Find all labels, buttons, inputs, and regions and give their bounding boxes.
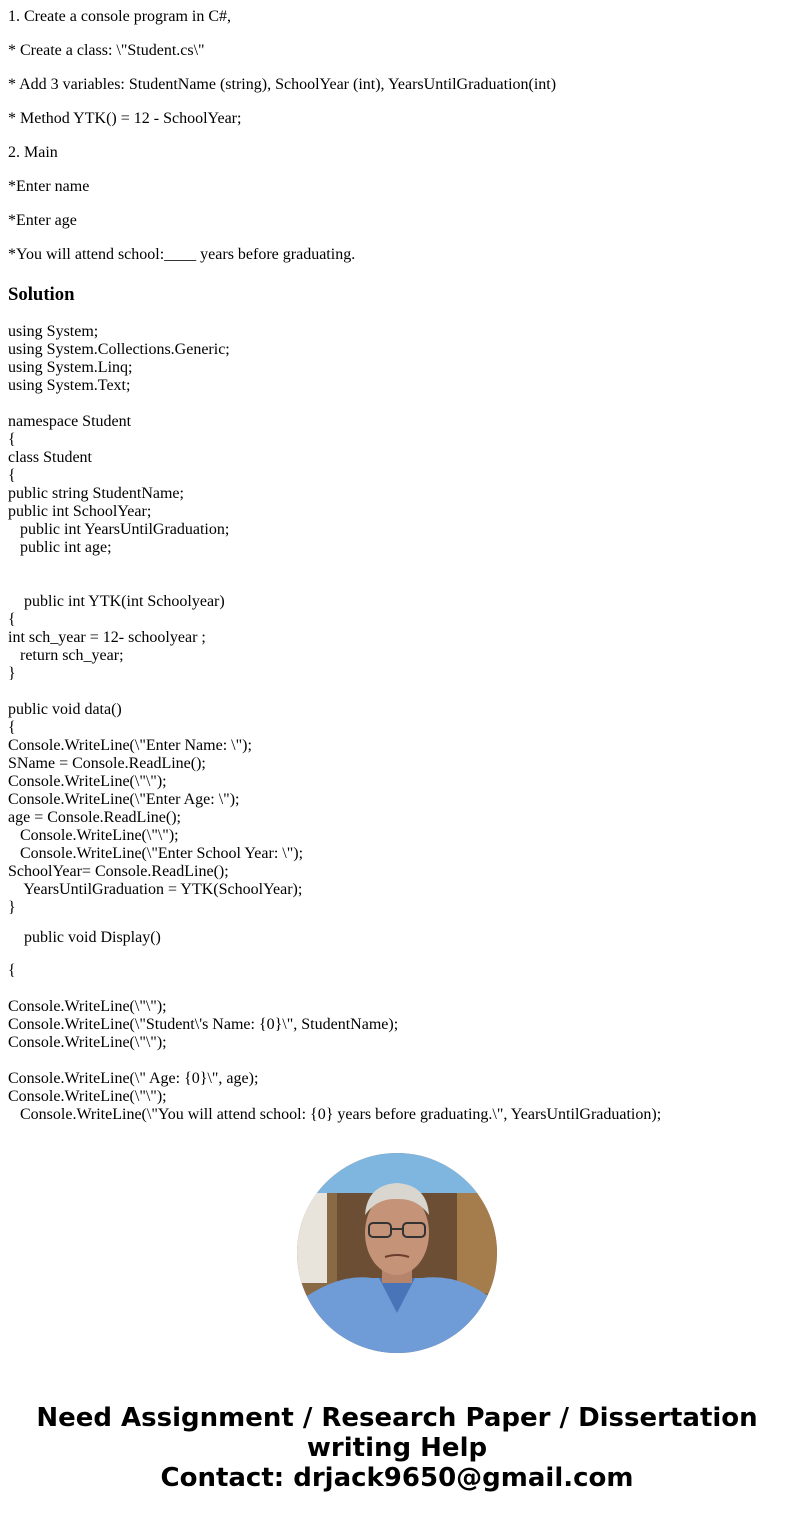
code-line: using System.Collections.Generic; — [8, 341, 230, 358]
code-line: { — [8, 962, 16, 979]
code-line: int sch_year = 12- schoolyear ; — [8, 629, 206, 646]
contact-banner — [0, 1403, 794, 1493]
code-line: Console.WriteLine(\"\"); — [8, 998, 167, 1015]
code-line: return sch_year; — [8, 647, 124, 664]
code-line: Console.WriteLine(\"\"); — [8, 827, 179, 844]
code-line: Console.WriteLine(\"Enter School Year: \"); — [8, 845, 304, 862]
code-line: } — [8, 899, 16, 916]
code-line: } — [8, 665, 16, 682]
question-line: * Method YTK() = 12 - SchoolYear; — [8, 110, 242, 127]
code-line: { — [8, 431, 16, 448]
question-line: *Enter age — [8, 212, 77, 229]
code-line: Console.WriteLine(\"Enter Age: \"); — [8, 791, 240, 808]
code-line: namespace Student — [8, 413, 132, 430]
banner-line: Need Assignment / Research Paper / Dissertation — [36, 1403, 758, 1433]
code-line: using System.Text; — [8, 377, 131, 394]
code-line: class Student — [8, 449, 92, 466]
solution-heading: Solution — [8, 284, 75, 305]
code-line: Console.WriteLine(\"\"); — [8, 773, 167, 790]
code-line — [8, 1052, 661, 1070]
author-avatar — [297, 1153, 497, 1353]
code-line — [8, 575, 303, 593]
code-block — [8, 929, 161, 947]
code-line: Console.WriteLine(\"Enter Name: \"); — [8, 737, 252, 754]
code-line: { — [8, 611, 16, 628]
question-line: * Add 3 variables: StudentName (string), SchoolYear (int), YearsUntilGraduation(int) — [8, 76, 557, 93]
code-line: Console.WriteLine(\"\"); — [8, 1088, 167, 1105]
code-line: using System.Linq; — [8, 359, 133, 376]
code-line — [8, 683, 303, 701]
question-line: 2. Main — [8, 144, 58, 161]
code-line — [8, 557, 303, 575]
banner-line: writing Help — [306, 1433, 488, 1463]
code-line: { — [8, 719, 16, 736]
question-line: * Create a class: \"Student.cs\" — [8, 42, 205, 59]
code-line: using System; — [8, 323, 99, 340]
code-line: Console.WriteLine(\"You will attend school: {0} years before graduating.\", YearsUntilGraduation); — [8, 1106, 662, 1123]
code-line: public int age; — [8, 539, 112, 556]
code-line — [8, 980, 661, 998]
code-line: age = Console.ReadLine(); — [8, 809, 181, 826]
code-line: public int YearsUntilGraduation; — [8, 521, 230, 538]
question-line: *Enter name — [8, 178, 90, 195]
question-line: *You will attend school:____ years before graduating. — [8, 246, 356, 263]
code-line: { — [8, 467, 16, 484]
code-line: Console.WriteLine(\"Student\'s Name: {0}\", StudentName); — [8, 1016, 399, 1033]
code-line: Console.WriteLine(\" Age: {0}\", age); — [8, 1070, 259, 1087]
code-block — [8, 962, 661, 1124]
code-line: public void data() — [8, 701, 122, 718]
code-block — [8, 323, 303, 917]
code-line: SName = Console.ReadLine(); — [8, 755, 206, 772]
code-line: public int SchoolYear; — [8, 503, 152, 520]
code-line: public void Display() — [8, 929, 161, 946]
code-line: public int YTK(int Schoolyear) — [8, 593, 225, 610]
code-line: YearsUntilGraduation = YTK(SchoolYear); — [8, 881, 303, 898]
code-line: Console.WriteLine(\"\"); — [8, 1034, 167, 1051]
question-line: 1. Create a console program in C#, — [8, 8, 232, 25]
contact-email: Contact: drjack9650@gmail.com — [160, 1463, 634, 1493]
code-line — [8, 395, 303, 413]
code-line: public string StudentName; — [8, 485, 184, 502]
code-line: SchoolYear= Console.ReadLine(); — [8, 863, 229, 880]
